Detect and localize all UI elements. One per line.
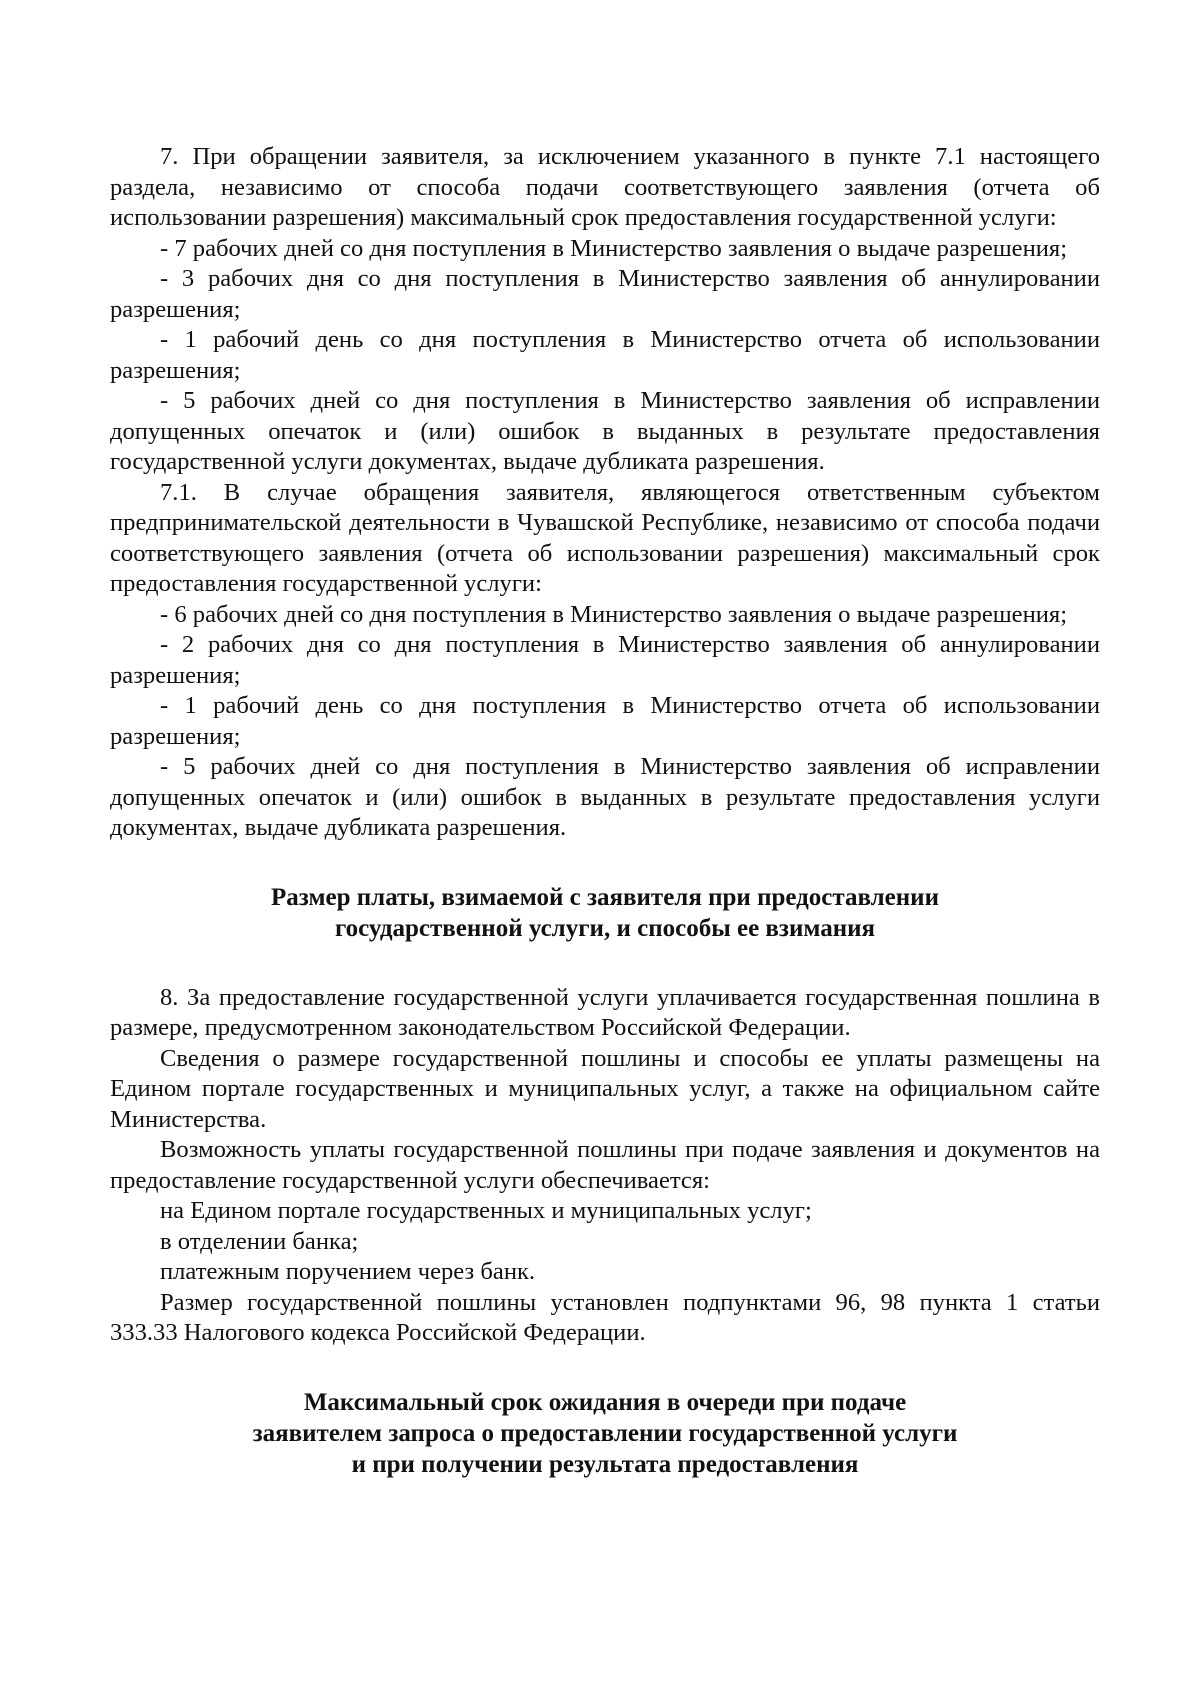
paragraph-8-3: Возможность уплаты государственной пошлины при подаче заявления и документов на предоставление государственной услуги обеспечивается: [110, 1136, 1100, 1194]
heading-fee-line-2: государственной услуги, и способы ее взимания [334, 914, 876, 942]
heading-queue-line-1: Максимальный срок ожидания в очереди при подаче [303, 1388, 907, 1416]
paragraph-7-item-2: - 3 рабочих дня со дня поступления в Министерство заявления об аннулировании разрешения; [110, 265, 1100, 323]
heading-queue-line-2: заявителем запроса о предоставлении государственной услуги [252, 1419, 958, 1447]
payment-way-2: в отделении банка; [160, 1227, 359, 1255]
paragraph-8-4: Размер государственной пошлины установлен подпунктами 96, 98 пункта 1 статьи 333.33 Налогового кодекса Российской Федерации. [110, 1288, 1100, 1346]
paragraph-7-1-item-1: - 6 рабочих дней со дня поступления в Министерство заявления о выдаче разрешения; [160, 600, 1068, 628]
paragraph-7-1-item-2: - 2 рабочих дня со дня поступления в Министерство заявления об аннулировании разрешения; [110, 631, 1100, 689]
heading-queue-line-3: и при получении результата предоставления [351, 1450, 859, 1478]
section-8 [110, 983, 1100, 1349]
paragraph-7-item-1: - 7 рабочих дней со дня поступления в Министерство заявления о выдаче разрешения; [160, 234, 1068, 262]
paragraph-7-1-item-4: - 5 рабочих дней со дня поступления в Министерство заявления об исправлении допущенных опечаток и (или) ошибок в выданных в результате предоставления услуги документах, выдаче дубликата разрешения. [110, 753, 1100, 841]
heading-fee-line-1: Размер платы, взимаемой с заявителя при предоставлении [271, 883, 939, 911]
paragraph-7-1-item-3: - 1 рабочий день со дня поступления в Министерство отчета об использовании разрешения; [110, 692, 1100, 750]
payment-way-1: на Едином портале государственных и муниципальных услуг; [160, 1197, 812, 1224]
paragraph-7-intro: 7. При обращении заявителя, за исключением указанного в пункте 7.1 настоящего раздела, независимо от способа подачи соответствующего заявления (отчета об использовании разрешения) максимальный срок предоставления государственной услуги: [110, 143, 1100, 231]
paragraph-7-1-intro: 7.1. В случае обращения заявителя, являющегося ответственным субъектом предпринимательской деятельности в Чувашской Республике, независимо от способа подачи соответствующего заявления (отчета об использовании разрешения) максимальный срок предоставления государственной услуги: [110, 478, 1100, 597]
paragraph-7-item-4: - 5 рабочих дней со дня поступления в Министерство заявления об исправлении допущенных опечаток и (или) ошибок в выданных в результате предоставления государственной услуги документах, выдаче дубликата разрешения. [110, 387, 1100, 475]
paragraph-7-item-3: - 1 рабочий день со дня поступления в Министерство отчета об использовании разрешения; [110, 326, 1100, 384]
heading-queue [110, 1387, 1100, 1480]
paragraph-8-1: 8. За предоставление государственной услуги уплачивается государственная пошлина в размере, предусмотренном законодательством Российской Федерации. [110, 983, 1100, 1041]
payment-way-3: платежным поручением через банк. [160, 1258, 536, 1285]
heading-fee [110, 882, 1100, 944]
document-page [110, 142, 1100, 1480]
paragraph-8-2: Сведения о размере государственной пошлины и способы ее уплаты размещены на Едином портале государственных и муниципальных услуг, а также на официальном сайте Министерства. [110, 1044, 1100, 1133]
